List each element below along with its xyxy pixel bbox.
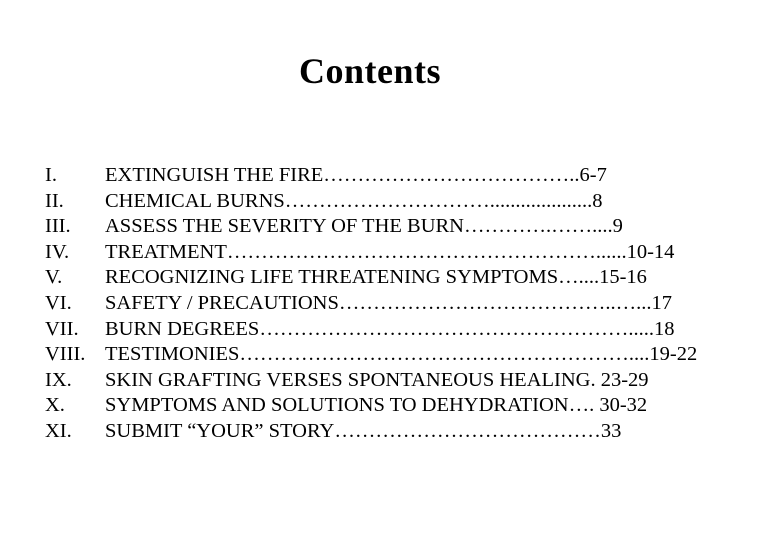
toc-entry-text: TESTIMONIES…………………………………………………....19-22 [105,343,698,366]
toc-numeral: V. [45,266,63,289]
toc-entry-8 [45,342,735,368]
toc-entry-1 [45,163,735,189]
toc-entry-9 [45,368,735,394]
toc-entry-text: SUBMIT “YOUR” STORY…………………………………33 [105,419,622,442]
toc-entry-text: CHEMICAL BURNS…………………………....................8 [105,189,603,212]
toc-entry-2 [45,189,735,215]
toc-numeral: VII. [45,317,79,340]
toc-entry-text: RECOGNIZING LIFE THREATENING SYMPTOMS…....15-16 [105,266,647,289]
toc-entry-text: TREATMENT………………………………………………......10-14 [105,240,675,263]
toc-entry-text: ASSESS THE SEVERITY OF THE BURN………….……....9 [105,215,623,238]
toc-numeral: I. [45,164,57,186]
toc-entry-text: SAFETY / PRECAUTIONS…………………………………..…...17 [105,291,673,314]
toc-numeral: VIII. [45,343,86,366]
toc-numeral: IX. [45,368,72,391]
toc-entry-11 [45,419,735,445]
toc-entry-3 [45,214,735,240]
toc-entry-text: SYMPTOMS AND SOLUTIONS TO DEHYDRATION…. 30-32 [105,394,648,417]
toc-entry-text: BURN DEGREES……………………………………………….....18 [105,317,675,340]
table-of-contents [45,163,735,445]
toc-numeral: II. [45,189,64,212]
toc-entry-6 [45,291,735,317]
toc-numeral: X. [45,394,65,417]
toc-entry-10 [45,393,735,419]
toc-entry-4 [45,240,735,266]
toc-numeral: III. [45,215,71,238]
toc-numeral: VI. [45,291,72,314]
page-title: Contents [298,51,441,91]
toc-numeral: XI. [45,419,72,442]
toc-entry-text: SKIN GRAFTING VERSES SPONTANEOUS HEALING. 23-29 [105,368,649,391]
toc-entry-5 [45,265,735,291]
toc-numeral: IV. [45,240,70,263]
toc-entry-7 [45,317,735,343]
toc-entry-text: EXTINGUISH THE FIRE………………………………..6-7 [105,164,607,186]
